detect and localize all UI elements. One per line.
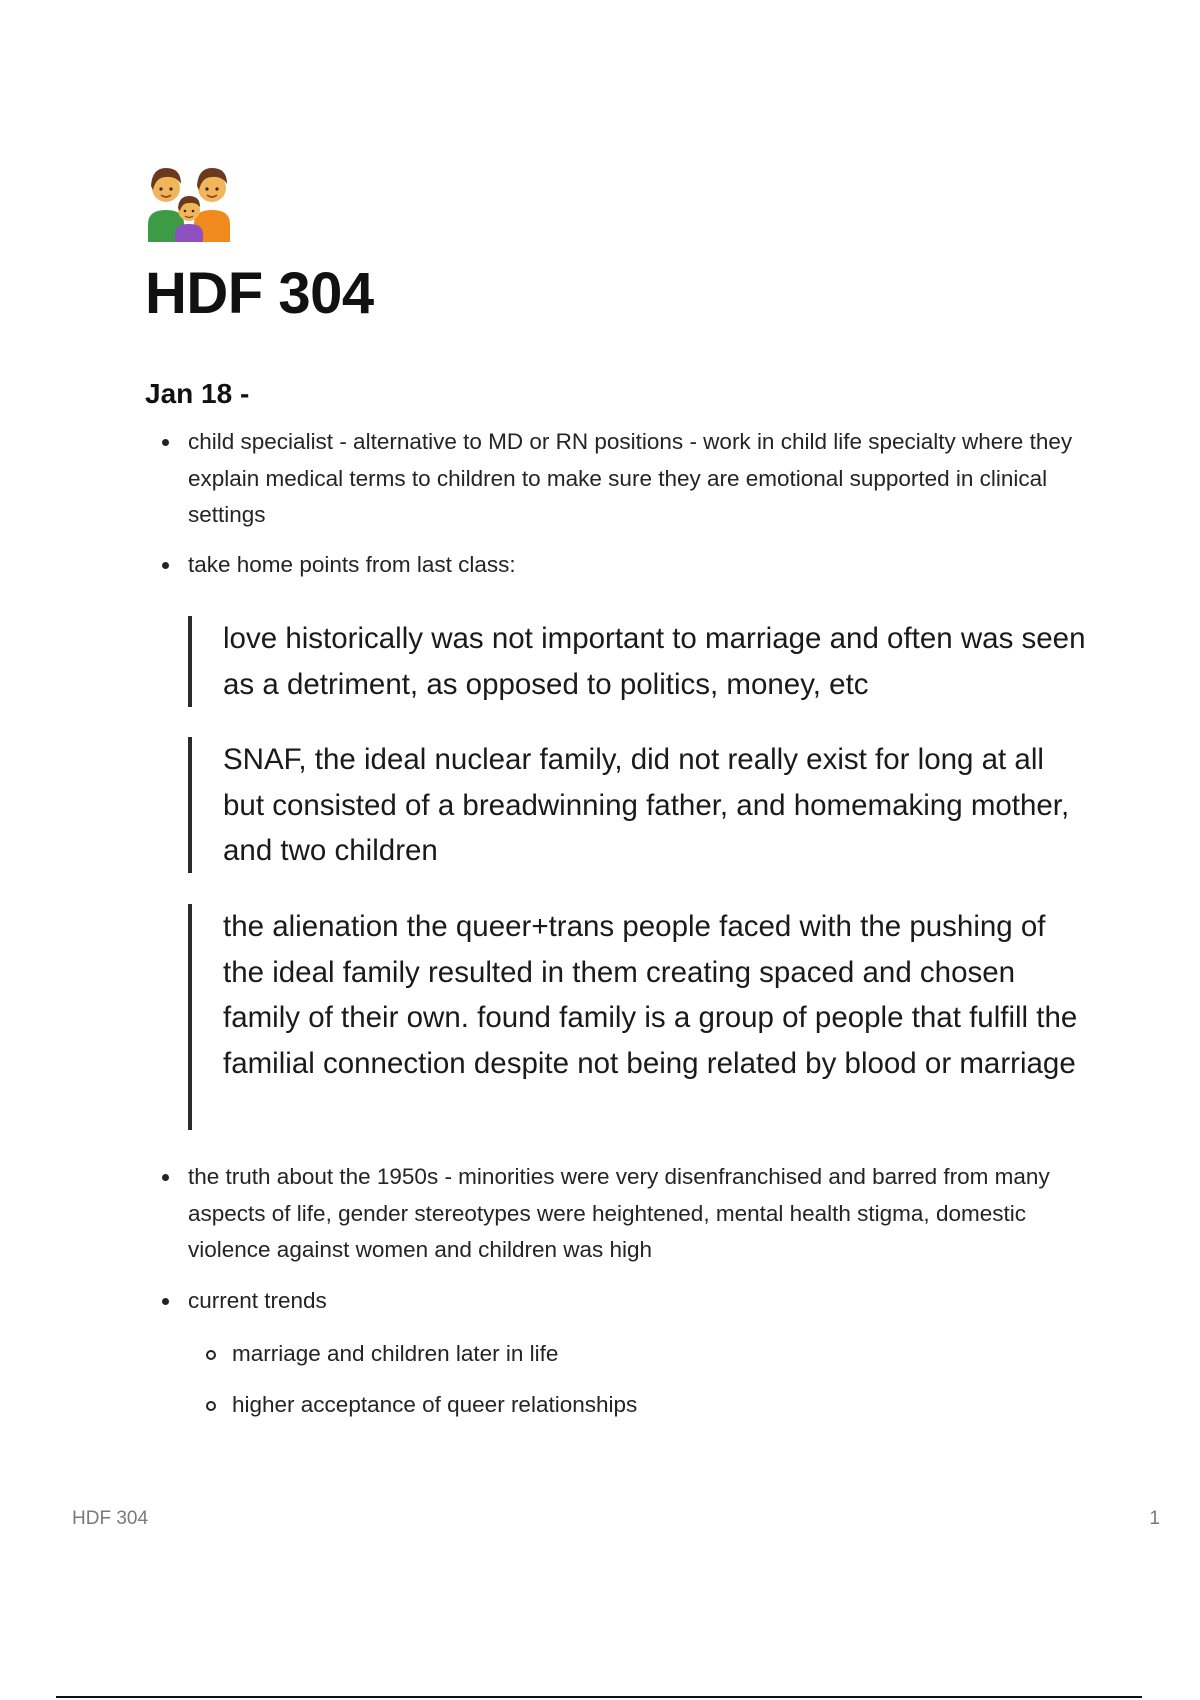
bullet-item: take home points from last class: [188,547,1098,584]
bullet-item: child specialist - alternative to MD or RN positions - work in child life specialty where they explain medical terms to children to make sure they are emotional supported in clinical settings [188,424,1098,534]
sub-list-item: marriage and children later in life [232,1336,1092,1372]
page-title: HDF 304 [145,261,374,326]
quote-block: the alienation the queer+trans people faced with the pushing of the ideal family resulted in them creating spaced and chosen family of their own. found family is a group of people that fulfill the familial connection despite not being related by blood or marriage [188,904,1088,1130]
quote-block: SNAF, the ideal nuclear family, did not really exist for long at all but consisted of a breadwinning father, and homemaking mother, and two children [188,737,1088,873]
sub-list-item: higher acceptance of queer relationships [232,1387,1092,1423]
bottom-divider [56,1696,1142,1698]
bullet-item: the truth about the 1950s - minorities were very disenfranchised and barred from many aspects of life, gender stereotypes were heightened, mental health stigma, domestic violence against women and children was high [188,1159,1098,1269]
section-heading-date: Jan 18 - [145,378,250,409]
footer-document-title: HDF 304 [72,1508,149,1529]
quote-block: love historically was not important to marriage and often was seen as a detriment, as opposed to politics, money, etc [188,616,1088,707]
footer-page-number: 1 [1149,1508,1160,1529]
bullet-item: current trends [188,1283,1098,1320]
family-emoji-icon [146,158,232,242]
